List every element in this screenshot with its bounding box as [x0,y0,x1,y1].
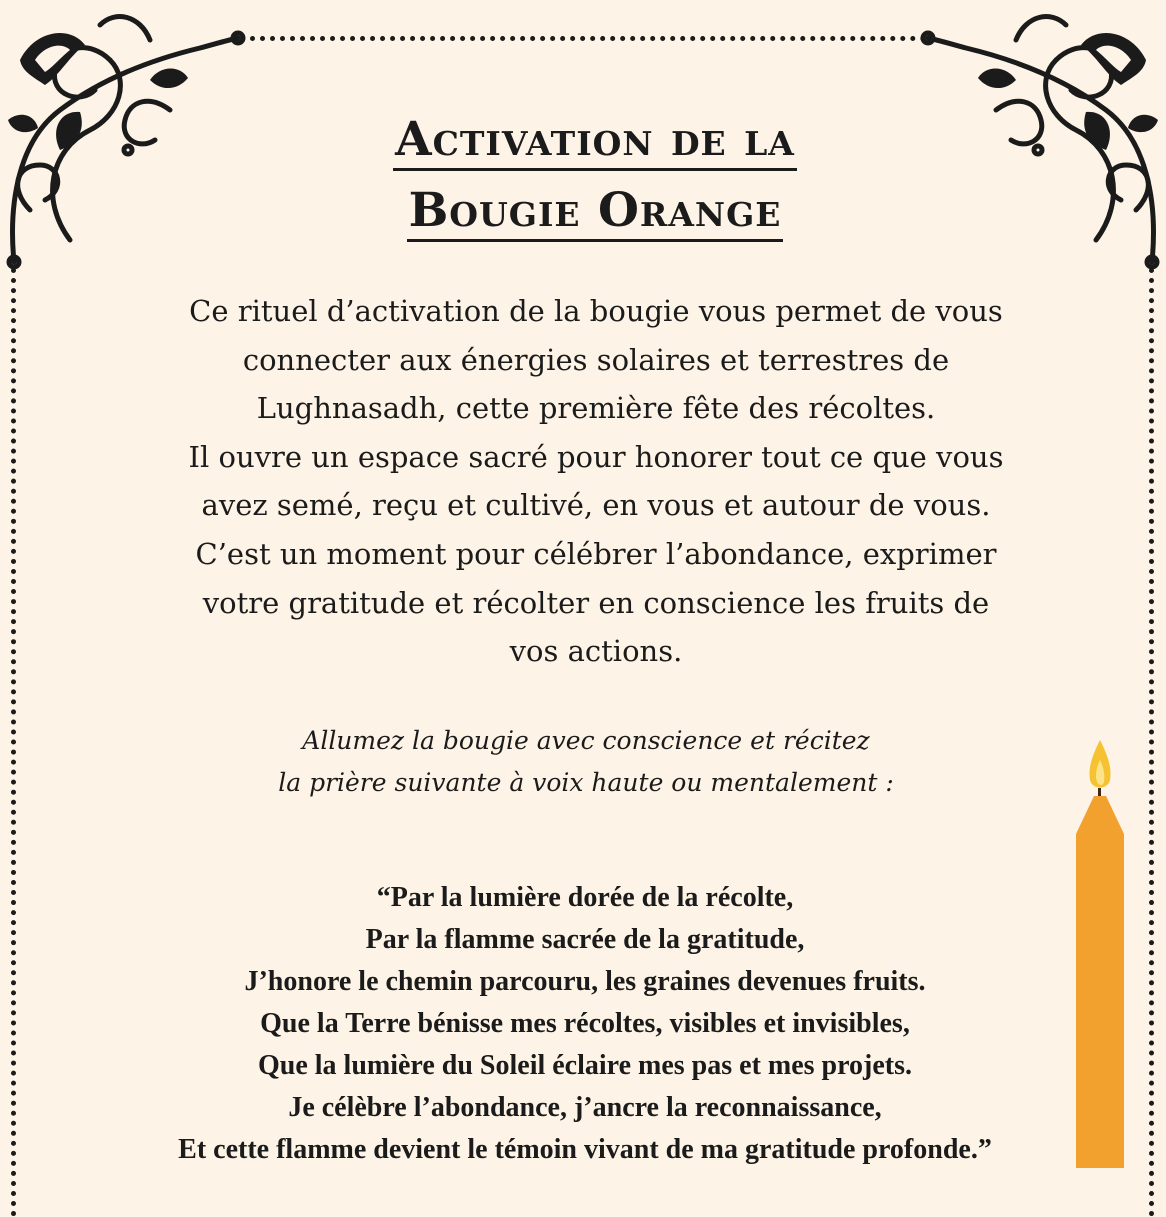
title-line-1: Activation de la [393,112,797,171]
dotted-frame-top [240,36,926,41]
intro-line: Il ouvre un espace sacré pour honorer tout ce que vous [188,439,1004,474]
intro-line: C’est un moment pour célébrer l’abondance, exprimer [195,536,997,571]
intro-line: vos actions. [509,634,683,669]
prayer-line: Que la Terre bénisse mes récoltes, visibles et invisibles, [260,1008,910,1039]
prayer-line: “Par la lumière dorée de la récolte, [376,882,794,913]
intro-line: avez semé, reçu et cultivé, en vous et autour de vous. [201,488,991,523]
dotted-frame-right [1149,268,1154,1217]
prayer-line: Je célèbre l’abondance, j’ancre la reconnaissance, [288,1092,882,1123]
dotted-frame-left [11,268,16,1217]
prayer-line: Et cette flamme devient le témoin vivant de ma gratitude profonde.” [178,1134,992,1165]
instruction-line: la prière suivante à voix haute ou mentalement : [278,768,894,797]
prayer-text [80,877,1090,1171]
instruction-text [180,720,992,804]
intro-line: Lughnasadh, cette première fête des récoltes. [256,391,936,426]
prayer-line: J’honore le chemin parcouru, les graines devenues fruits. [244,966,926,997]
title-line-2: Bougie Orange [407,183,784,242]
intro-line: connecter aux énergies solaires et terrestres de [242,342,950,377]
intro-line: Ce rituel d’activation de la bougie vous permet de vous [189,294,1003,328]
page-title [200,104,990,246]
prayer-line: Par la flamme sacrée de la gratitude, [365,924,805,955]
instruction-line: Allumez la bougie avec conscience et récitez [302,726,870,755]
orange-candle-icon [1070,738,1130,1170]
intro-line: votre gratitude et récolter en conscience les fruits de [202,585,990,620]
prayer-line: Que la lumière du Soleil éclaire mes pas et mes projets. [257,1050,913,1081]
intro-paragraph [140,287,1052,676]
